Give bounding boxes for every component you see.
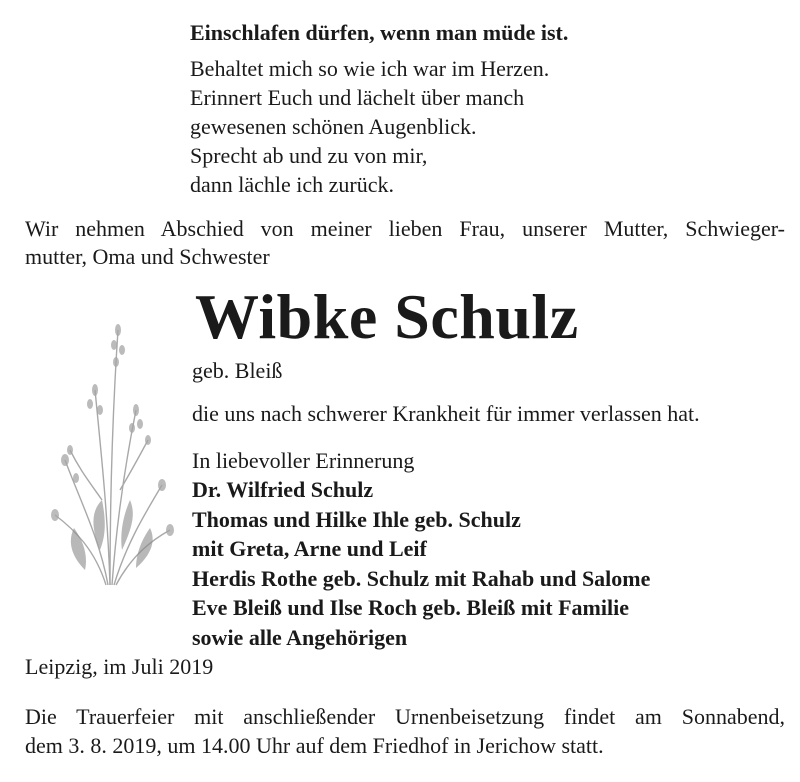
mourner-entry: Eve Bleiß und Ilse Roch geb. Bleiß mit Familie: [192, 595, 629, 620]
mourner-entry: sowie alle Angehörigen: [192, 624, 408, 650]
intro-line: Wir nehmen Abschied von meiner lieben Frau, unserer Mutter, Schwieger-: [25, 216, 785, 241]
poem-line: Erinnert Euch und lächelt über manch: [190, 85, 525, 110]
mourner-entry: Dr. Wilfried Schulz: [192, 477, 374, 502]
poem: [190, 18, 750, 199]
service-line: Die Trauerfeier mit anschließender Urnenbeisetzung findet am Sonnabend,: [25, 704, 785, 729]
death-note: die uns nach schwerer Krankheit für immer verlassen hat.: [192, 401, 700, 426]
mourners-list: [192, 475, 772, 652]
poem-line: gewesenen schönen Augenblick.: [190, 114, 477, 139]
mourner-entry: mit Greta, Arne und Leif: [192, 536, 427, 561]
poem-line: Behaltet mich so wie ich war im Herzen.: [190, 56, 550, 81]
poem-title: Einschlafen dürfen, wenn man müde ist.: [190, 20, 569, 45]
intro-text: [25, 215, 785, 271]
mourner-entry: Herdis Rothe geb. Schulz mit Rahab und Salome: [192, 565, 651, 591]
poem-line: dann lächle ich zurück.: [190, 172, 395, 197]
poem-line: Sprecht ab und zu von mir,: [190, 143, 428, 168]
mourner-entry: Thomas und Hilke Ihle geb. Schulz: [192, 506, 521, 532]
intro-line: mutter, Oma und Schwester: [25, 244, 270, 269]
place-date: Leipzig, im Juli 2019: [25, 654, 214, 679]
service-info: [25, 702, 785, 760]
maiden-name: geb. Bleiß: [192, 358, 283, 383]
deceased-name: Wibke Schulz: [195, 281, 579, 352]
memory-heading: In liebevoller Erinnerung: [192, 448, 415, 473]
service-line: dem 3. 8. 2019, um 14.00 Uhr auf dem Friedhof in Jerichow statt.: [25, 733, 604, 758]
grass-flower-bouquet-icon: [40, 300, 180, 590]
